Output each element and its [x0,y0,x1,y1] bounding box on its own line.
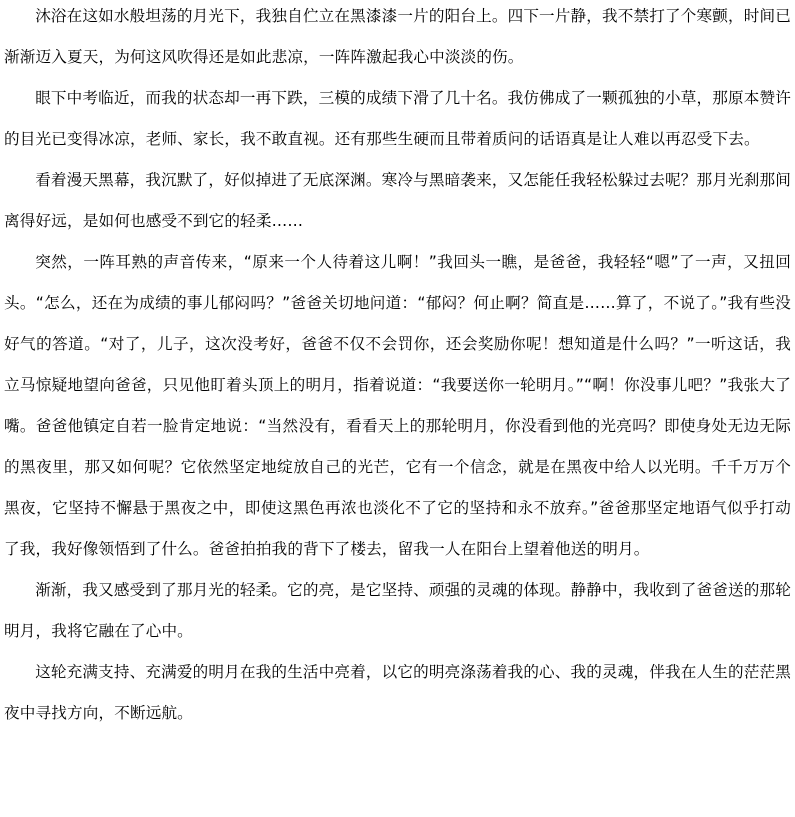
paragraph-1: 沐浴在这如水般坦荡的月光下，我独自伫立在黑漆漆一片的阳台上。四下一片静，我不禁打了个寒颤，时间已渐渐迈入夏天，为何这风吹得还是如此悲凉，一阵阵激起我心中淡淡的伤。 [4,7,791,66]
paragraph-2: 眼下中考临近，而我的状态却一再下跌，三模的成绩下滑了几十名。我仿佛成了一颗孤独的小草，那原本赞许的目光已变得冰凉，老师、家长，我不敢直视。还有那些生硬而且带着质问的话语真是让人难以再忍受下去。 [4,89,791,148]
paragraph-3: 看着漫天黑幕，我沉默了，好似掉进了无底深渊。寒冷与黑暗袭来，又怎能任我轻松躲过去呢？那月光刹那间离得好远，是如何也感受不到它的轻柔…… [4,171,791,230]
paragraph-5: 渐渐，我又感受到了那月光的轻柔。它的亮，是它坚持、顽强的灵魂的体现。静静中，我收到了爸爸送的那轮明月，我将它融在了心中。 [4,581,791,640]
paragraph-4: 突然，一阵耳熟的声音传来，“原来一个人待着这儿啊！”我回头一瞧，是爸爸，我轻轻“嗯”了一声，又扭回头。“怎么，还在为成绩的事儿郁闷吗？”爸爸关切地问道：“郁闷？何止啊？简直是……算了，不说了。”我有些没好气的答道。“对了，儿子，这次没考好，爸爸不仅不会罚你，还会奖励你呢！想知道是什么吗？”一听这话，我立马惊疑地望向爸爸，只见他盯着头顶上的明月，指着说道：“我要送你一轮明月。”“啊！你没事儿吧？”我张大了嘴。爸爸他镇定自若一脸肯定地说：“当然没有，看看天上的那轮明月，你没看到他的光亮吗？即使身处无边无际的黑夜里，那又如何呢？它依然坚定地绽放自己的光芒，它有一个信念，就是在黑夜中给人以光明。千千万万个黑夜，它坚持不懈悬于黑夜之中，即使这黑色再浓也淡化不了它的坚持和永不放弃。”爸爸那坚定地语气似乎打动了我，我好像领悟到了什么。爸爸拍拍我的背下了楼去，留我一人在阳台上望着他送的明月。 [4,253,791,558]
paragraph-6: 这轮充满支持、充满爱的明月在我的生活中亮着，以它的明亮涤荡着我的心、我的灵魂，伴我在人生的茫茫黑夜中寻找方向，不断远航。 [4,663,791,722]
